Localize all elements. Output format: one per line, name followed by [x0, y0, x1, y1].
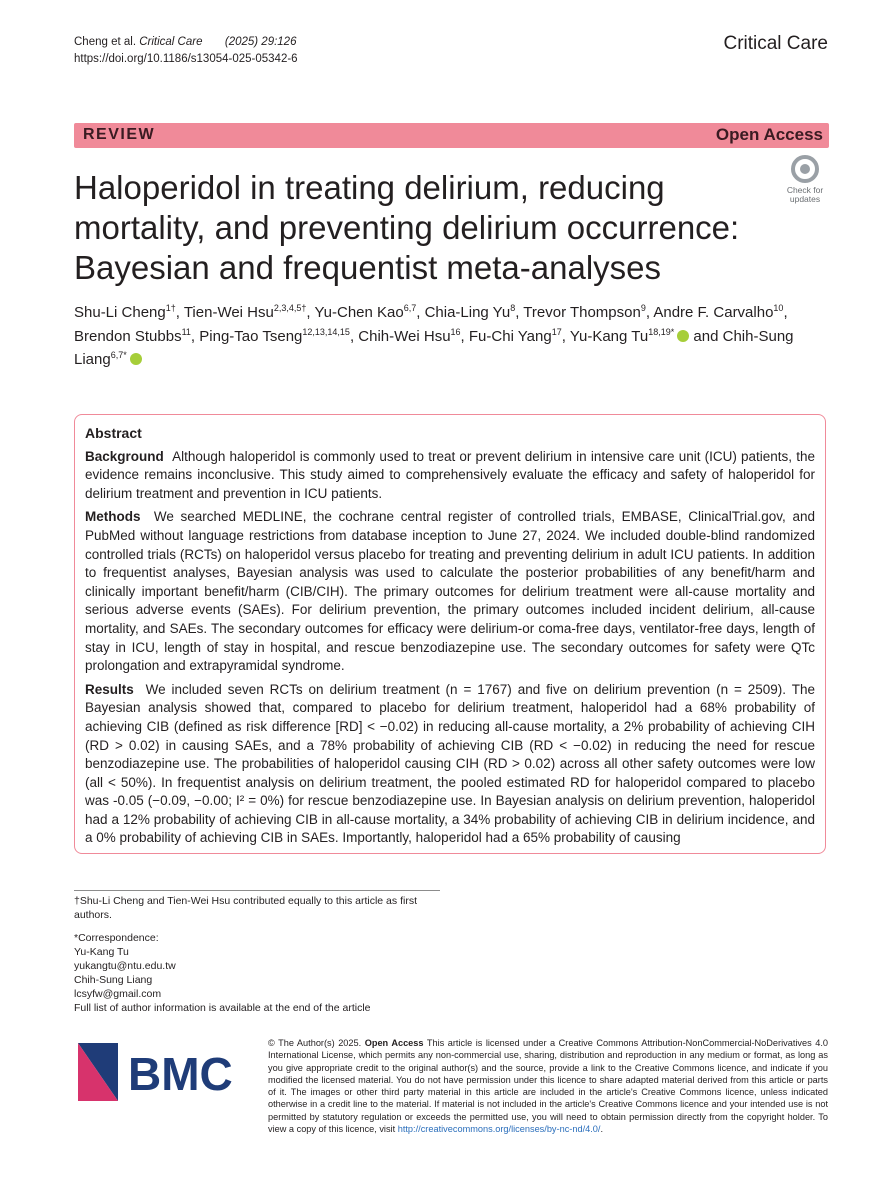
- citation-volume: (2025) 29:126: [224, 36, 297, 48]
- correspondent-1-name: Yu-Kang Tu: [74, 946, 129, 958]
- author-affiliation: 12,13,14,15: [302, 326, 350, 337]
- orcid-icon[interactable]: [130, 353, 142, 365]
- doi-link[interactable]: https://doi.org/10.1186/s13054-025-05342-6: [74, 53, 298, 65]
- article-title: Haloperidol in treating delirium, reducing mortality, and preventing delirium occurrence: Bayesian and frequentist meta-analyses: [74, 169, 740, 286]
- author-affiliation: 6,7: [403, 303, 417, 313]
- author-list: [74, 301, 814, 372]
- check-updates-line2: updates: [789, 194, 821, 204]
- author-name: Tien-Wei Hsu: [183, 304, 274, 321]
- bmc-logo-text: BMC: [128, 1048, 233, 1100]
- author-affiliation: 17: [551, 326, 562, 337]
- journal-name: Critical Care: [723, 33, 828, 54]
- article-type-label: REVIEW: [83, 126, 156, 143]
- author-separator: ,: [190, 327, 200, 345]
- author-name: Brendon Stubbs: [74, 327, 182, 345]
- author-info-note: Full list of author information is available at the end of the article: [74, 1002, 371, 1014]
- license-copyright: © The Author(s) 2025.: [268, 1038, 362, 1048]
- author-separator: ,: [416, 304, 425, 321]
- author-separator: ,: [645, 304, 654, 321]
- check-for-updates-text: [780, 186, 830, 204]
- author-separator: ,: [306, 304, 315, 321]
- correspondent-1-email[interactable]: yukangtu@ntu.edu.tw: [74, 960, 176, 972]
- author-name: Chih-Sung Liang: [74, 327, 794, 368]
- footnote-divider: [74, 890, 440, 891]
- author-name: Yu-Kang Tu: [569, 327, 649, 345]
- author-affiliation: 16: [450, 326, 461, 337]
- background-text: Although haloperidol is commonly used to treat or prevent delirium in intensive care unit (ICU) patients, the evidence remains inconclusive. This study aimed to comprehensively evaluate the efficacy and safety of haloperidol for delirium treatment and prevention in ICU patients.: [85, 448, 815, 501]
- author-affiliation: 10: [773, 303, 784, 313]
- license-link[interactable]: http://creativecommons.org/licenses/by-nc-nd/4.0/: [397, 1124, 601, 1135]
- results-label: Results: [85, 681, 134, 697]
- author-separator: ,: [561, 327, 570, 345]
- abstract-background: [85, 448, 815, 504]
- equal-contribution-note: †Shu-Li Cheng and Tien-Wei Hsu contributed equally to this article as first authors.: [74, 895, 417, 921]
- correspondence-block: [74, 931, 434, 1015]
- author-separator: and: [689, 327, 723, 345]
- author-name: Chih-Wei Hsu: [358, 327, 451, 345]
- author-affiliation: 6,7*: [110, 350, 127, 360]
- author-name: Yu-Chen Kao: [314, 304, 404, 321]
- abstract-box: [74, 414, 826, 854]
- results-text: We included seven RCTs on delirium treatment (n = 1767) and five on delirium prevention (n = 2509). The Bayesian analysis showed that, compared to placebo for delirium treatment, haloperidol had a 68% probability of achieving CIB (defined as risk difference [RD] < −0.02) in reducing all-cause mortality, a 2% probability of achieving CIH (RD > 0.02) in causing SAEs, and a 78% probability of achieving CIB (RD < −0.02) in reducing the need for rescue benzodiazepine use. The probabilities of haloperidol causing CIH (RD > 0.02) across all other safety outcomes were low (all < 50%). In frequentist analysis on delirium treatment, the pooled estimated RD for haloperidol compared to placebo was -0.05 (−0.09, −0.00; I² = 0%) for rescue benzodiazepine use. In Bayesian analysis on delirium prevention, haloperidol had a 12% probability of achieving CIB in all-cause mortality, a 34% probability of achieving CIB in delirium incidence, and a 0% probability of achieving CIB in SAEs. Importantly, haloperidol had a 65% probability of causing: [85, 681, 815, 846]
- methods-label: Methods: [85, 509, 141, 525]
- orcid-icon[interactable]: [677, 330, 689, 342]
- abstract-results: [85, 681, 815, 848]
- correspondent-2-email[interactable]: lcsyfw@gmail.com: [74, 988, 162, 1000]
- author-separator: ,: [349, 327, 359, 345]
- correspondent-2-name: Chih-Sung Liang: [74, 974, 153, 986]
- author-affiliation: 18,19*: [648, 326, 675, 337]
- author-affiliation: 9: [640, 303, 646, 313]
- abstract-heading: Abstract: [85, 425, 142, 441]
- author-name: Shu-Li Cheng: [74, 304, 166, 321]
- correspondence-label: *Correspondence:: [74, 932, 159, 944]
- author-separator: ,: [783, 304, 788, 321]
- author-affiliation: 11: [181, 326, 191, 337]
- license-text: [268, 1037, 828, 1135]
- author-affiliation: 1†: [165, 303, 176, 313]
- citation-journal: Critical Care: [139, 36, 203, 48]
- bmc-logo-icon: [74, 1037, 254, 1107]
- license-body: This article is licensed under a Creative Commons Attribution-NonCommercial-NoDerivatives 4.0 International License, which permits any non-commercial use, sharing, distribution and reproduction in any medium or format, as long as you give appropriate credit to the original author(s) and the source, provide a link to the Creative Commons licence, and indicate if you modified the licensed material. You do not have permission under this licence to share adapted material derived from this article or parts of it. The images or other third party material in this article are included in the article's Creative Commons licence, unless indicated otherwise in a credit line to the material. If material is not included in the article's Creative Commons licence and your intended use is not permitted by statutory regulation or exceeds the permitted use, you will need to obtain permission directly from the copyright holder. To view a copy of this licence, visit: [268, 1038, 829, 1135]
- open-access-label: Open Access: [715, 125, 823, 144]
- bmc-logo: [74, 1037, 254, 1107]
- author-name: Chia-Ling Yu: [424, 304, 511, 321]
- citation-line: [74, 34, 298, 51]
- author-affiliation: 2,3,4,5†: [273, 303, 307, 313]
- check-for-updates-badge[interactable]: [780, 155, 830, 204]
- check-updates-line1: Check for: [786, 185, 824, 195]
- methods-text: We searched MEDLINE, the cochrane central register of controlled trials, EMBASE, ClinicalTrial.gov, and PubMed without language restrictions from database inception to June 27, 2024. We included double-blind randomized controlled trials (RCTs) on haloperidol versus placebo for treating and preventing delirium in adult ICU patients. In addition to frequentist analyses, Bayesian analysis was used to calculate the posterior probabilities of any benefit/harm and clinically important benefit/harm (CIB/CIH). The primary outcomes for delirium treatment were all-cause mortality and serious adverse events (SAEs). For delirium prevention, the primary outcomes included incident delirium, all-cause mortality, and SAEs. The secondary outcomes for efficacy were delirium-or coma-free days, ventilator-free days, length of stay in ICU, length of stay in hospital, and rescue benzodiazepine use. The secondary outcomes for safety were QTc prolongation and extrapyramidal syndrome.: [85, 509, 815, 674]
- update-icon: [791, 155, 819, 183]
- author-separator: ,: [515, 304, 524, 321]
- author-name: Ping-Tao Tseng: [199, 327, 303, 345]
- license-end: .: [600, 1124, 604, 1135]
- author-separator: ,: [175, 304, 184, 321]
- citation-authors: Cheng et al.: [74, 36, 137, 48]
- abstract-methods: [85, 508, 815, 675]
- license-open-access: Open Access: [364, 1038, 424, 1048]
- author-name: Andre F. Carvalho: [653, 304, 774, 321]
- background-label: Background: [85, 448, 164, 464]
- author-affiliation: 8: [510, 303, 516, 313]
- author-name: Fu-Chi Yang: [468, 327, 552, 345]
- author-name: Trevor Thompson: [523, 304, 641, 321]
- running-header: [74, 34, 298, 68]
- article-type-band: [74, 123, 829, 148]
- author-separator: ,: [460, 327, 469, 345]
